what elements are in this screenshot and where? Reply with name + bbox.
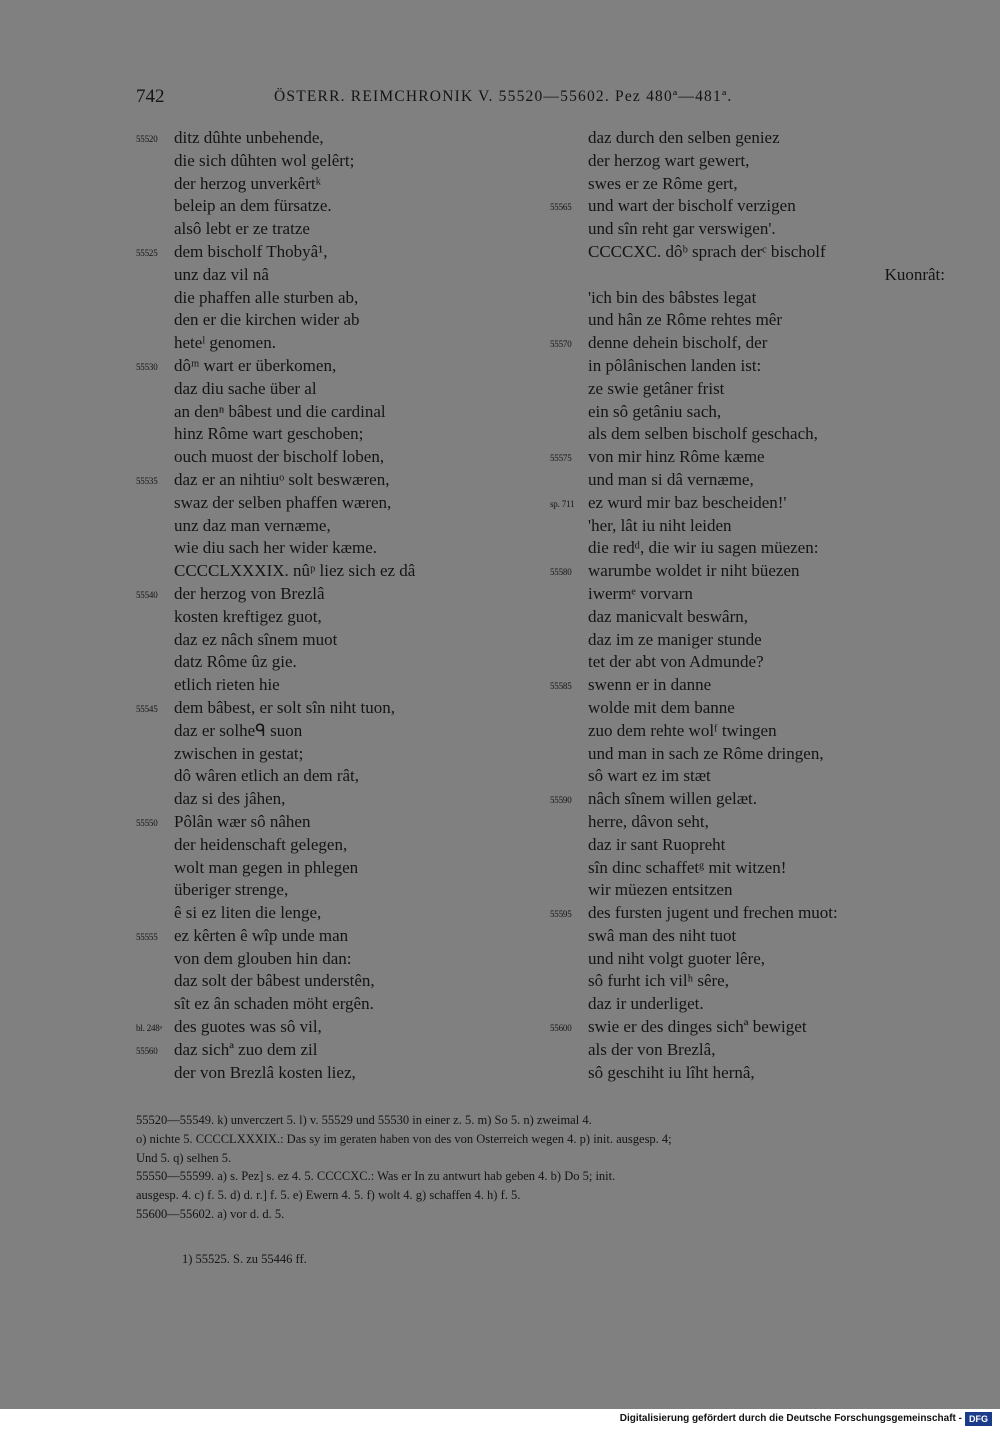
verse-number: 55565 bbox=[550, 202, 572, 213]
verse-text: daz sichª zuo dem zil bbox=[174, 1039, 318, 1059]
verse-line bbox=[136, 537, 506, 560]
verse-number: 55540 bbox=[136, 589, 158, 600]
verse-text: und hân ze Rôme rehtes mêr bbox=[588, 310, 783, 330]
verse-text: swâ man des niht tuot bbox=[588, 925, 737, 945]
verse-line bbox=[550, 583, 945, 606]
verse-line bbox=[136, 241, 506, 264]
verse-number: 55570 bbox=[550, 339, 572, 350]
verse-line bbox=[550, 469, 945, 492]
verse-text: sô wart ez im stæt bbox=[588, 766, 711, 786]
verse-line bbox=[136, 902, 506, 925]
verse-line bbox=[136, 264, 506, 287]
verse-text: zwischen in gestat; bbox=[174, 743, 304, 763]
verse-line bbox=[550, 537, 945, 560]
verse-text: wir müezen entsitzen bbox=[588, 880, 733, 900]
verse-text: Pôlân wær sô nâhen bbox=[174, 811, 311, 831]
verse-line bbox=[550, 651, 945, 674]
verse-text: kosten kreftigez guot, bbox=[174, 606, 322, 626]
verse-line bbox=[550, 902, 945, 925]
verse-line bbox=[136, 720, 506, 743]
verse-line bbox=[136, 127, 506, 150]
verse-text: iwermᵉ vorvarn bbox=[588, 583, 693, 603]
verse-text: daz diu sache über al bbox=[174, 378, 317, 398]
verse-text: ze swie getâner frist bbox=[588, 378, 725, 398]
verse-line bbox=[136, 834, 506, 857]
verse-line bbox=[550, 834, 945, 857]
verse-line bbox=[550, 560, 945, 583]
verse-line bbox=[136, 355, 506, 378]
verse-text: ouch muost der bischolf loben, bbox=[174, 447, 385, 467]
verse-line bbox=[550, 811, 945, 834]
verse-line bbox=[136, 469, 506, 492]
verse-text: und man si dâ vernæme, bbox=[588, 469, 754, 489]
verse-text: daz im ze maniger stunde bbox=[588, 629, 762, 649]
verse-line bbox=[136, 948, 506, 971]
verse-text: die phaffen alle sturben ab, bbox=[174, 287, 359, 307]
verse-text: 'her, lât iu niht leiden bbox=[588, 515, 732, 535]
verse-text: der heidenschaft gelegen, bbox=[174, 834, 348, 854]
verse-line bbox=[550, 1062, 945, 1085]
critical-apparatus bbox=[136, 1111, 936, 1224]
verse-text: wie diu sach her wider kæme. bbox=[174, 538, 377, 558]
verse-text: daz durch den selben geniez bbox=[588, 128, 780, 147]
verse-text: warumbe woldet ir niht büezen bbox=[588, 561, 800, 581]
verse-text: wolde mit dem banne bbox=[588, 697, 735, 717]
verse-line bbox=[550, 606, 945, 629]
verse-text: des fursten jugent und frechen muot: bbox=[588, 903, 838, 923]
verse-text: tet der abt von Admunde? bbox=[588, 652, 764, 672]
verse-line bbox=[550, 629, 945, 652]
verse-text: dô wâren etlich an dem rât, bbox=[174, 766, 360, 786]
verse-line bbox=[550, 970, 945, 993]
apparatus-line: o) nichte 5. CCCCLXXXIX.: Das sy im geraten haben von des von Osterreich wegen 4. p) init. ausgesp. 4; bbox=[136, 1131, 672, 1146]
apparatus-line: Und 5. q) selhen 5. bbox=[136, 1150, 232, 1165]
verse-line bbox=[550, 948, 945, 971]
verse-text: dôᵐ wart er überkomen, bbox=[174, 355, 337, 375]
verse-line bbox=[550, 857, 945, 880]
verse-number: 55550 bbox=[136, 817, 158, 828]
verse-text: daz solt der bâbest understên, bbox=[174, 971, 375, 991]
verse-text: der von Brezlâ kosten liez, bbox=[174, 1062, 356, 1082]
verse-line bbox=[550, 515, 945, 538]
verse-line bbox=[550, 378, 945, 401]
verse-line bbox=[550, 401, 945, 424]
verse-text: überiger strenge, bbox=[174, 880, 289, 900]
verse-line bbox=[136, 150, 506, 173]
verse-text: als dem selben bischolf geschach, bbox=[588, 424, 818, 444]
footer-bar bbox=[0, 1409, 1000, 1430]
verse-text: Kuonrât: bbox=[884, 264, 945, 284]
verse-text: daz ez nâch sînem muot bbox=[174, 629, 338, 649]
verse-line bbox=[550, 788, 945, 811]
verse-text: ez wurd mir baz bescheiden!' bbox=[588, 492, 787, 512]
verse-text: sô furht ich vilʰ sêre, bbox=[588, 971, 729, 991]
verse-line bbox=[550, 332, 945, 355]
verse-number: 55525 bbox=[136, 247, 158, 258]
verse-text: der herzog von Brezlâ bbox=[174, 583, 325, 603]
verse-text: nâch sînem willen gelæt. bbox=[588, 789, 758, 809]
verse-line bbox=[136, 446, 506, 469]
verse-text: ditz dûhte unbehende, bbox=[174, 128, 324, 147]
verse-text: daz si des jâhen, bbox=[174, 789, 286, 809]
verse-text: der herzog wart gewert, bbox=[588, 150, 750, 170]
verse-line bbox=[136, 879, 506, 902]
verse-line bbox=[550, 195, 945, 218]
verse-line bbox=[136, 401, 506, 424]
verse-line bbox=[136, 1039, 506, 1062]
verse-text: in pôlânischen landen ist: bbox=[588, 355, 762, 375]
verse-text: und man in sach ze Rôme dringen, bbox=[588, 743, 824, 763]
verse-line bbox=[136, 788, 506, 811]
verse-number: 55520 bbox=[136, 134, 158, 144]
verse-text: daz er solheᑫ suon bbox=[174, 720, 303, 740]
verse-line bbox=[136, 583, 506, 606]
verse-text: und wart der bischolf verzigen bbox=[588, 196, 796, 216]
verse-number: 55580 bbox=[550, 567, 572, 578]
verse-number: bl. 248ᵃ bbox=[136, 1023, 162, 1034]
verse-line bbox=[550, 492, 945, 515]
verse-text: zuo dem rehte wolᶠ twingen bbox=[588, 720, 777, 740]
verse-text: denne dehein bischolf, der bbox=[588, 333, 768, 353]
right-verse-column bbox=[550, 127, 945, 1084]
verse-line bbox=[136, 515, 506, 538]
verse-text: herre, dâvon seht, bbox=[588, 811, 709, 831]
verse-line bbox=[550, 423, 945, 446]
verse-line bbox=[550, 1039, 945, 1062]
verse-text: heteˡ genomen. bbox=[174, 333, 276, 353]
verse-line bbox=[550, 720, 945, 743]
verse-text: unz daz man vernæme, bbox=[174, 515, 331, 535]
verse-line bbox=[136, 993, 506, 1016]
running-title: ÖSTERR. REIMCHRONIK V. 55520—55602. Pez 480ª—481ª. bbox=[274, 88, 733, 105]
verse-line bbox=[136, 606, 506, 629]
verse-line bbox=[550, 925, 945, 948]
verse-text: ein sô getâniu sach, bbox=[588, 401, 722, 421]
verse-line bbox=[550, 993, 945, 1016]
verse-text: und sîn reht gar verswigen'. bbox=[588, 219, 776, 239]
verse-number: 55555 bbox=[136, 931, 158, 942]
verse-line bbox=[136, 697, 506, 720]
verse-text: beleip an dem fürsatze. bbox=[174, 196, 332, 216]
verse-line bbox=[550, 287, 945, 310]
verse-line bbox=[136, 287, 506, 310]
verse-text: hinz Rôme wart geschoben; bbox=[174, 424, 364, 444]
verse-text: die sich dûhten wol gelêrt; bbox=[174, 150, 355, 170]
verse-text: unz daz vil nâ bbox=[174, 264, 269, 284]
verse-line bbox=[136, 651, 506, 674]
verse-number: 55600 bbox=[550, 1023, 572, 1034]
verse-text: alsô lebt er ze tratze bbox=[174, 219, 310, 239]
verse-line bbox=[136, 1016, 506, 1039]
verse-text: sît ez ân schaden möht ergên. bbox=[174, 994, 374, 1014]
footer-credit: Digitalisierung gefördert durch die Deutsche Forschungsgemeinschaft - bbox=[619, 1413, 962, 1424]
left-verse-column bbox=[136, 127, 506, 1084]
verse-line bbox=[550, 241, 945, 264]
verse-text: und niht volgt guoter lêre, bbox=[588, 948, 766, 968]
verse-text: swes er ze Rôme gert, bbox=[588, 173, 738, 193]
dfg-logo-icon: DFG bbox=[965, 1412, 992, 1426]
verse-text: des guotes was sô vil, bbox=[174, 1017, 322, 1037]
verse-line bbox=[136, 332, 506, 355]
verse-text: daz manicvalt beswârn, bbox=[588, 606, 749, 626]
verse-text: ê si ez liten die lenge, bbox=[174, 903, 322, 923]
verse-line bbox=[550, 765, 945, 788]
verse-line bbox=[550, 1016, 945, 1039]
verse-text: swenn er in danne bbox=[588, 675, 712, 695]
verse-text: wolt man gegen in phlegen bbox=[174, 857, 359, 877]
verse-text: an denⁿ bâbest und die cardinal bbox=[174, 401, 386, 421]
verse-line bbox=[550, 264, 945, 287]
verse-line bbox=[550, 697, 945, 720]
verse-line bbox=[136, 765, 506, 788]
verse-line bbox=[136, 811, 506, 834]
verse-line bbox=[136, 1062, 506, 1085]
verse-line bbox=[550, 309, 945, 332]
verse-line bbox=[550, 743, 945, 766]
verse-line bbox=[550, 446, 945, 469]
verse-text: 'ich bin des bâbstes legat bbox=[588, 287, 757, 307]
verse-text: datz Rôme ûz gie. bbox=[174, 652, 297, 672]
verse-line bbox=[136, 857, 506, 880]
page-header bbox=[0, 86, 1000, 110]
verse-line bbox=[136, 195, 506, 218]
page-number: 742 bbox=[136, 86, 165, 107]
verse-line bbox=[550, 127, 945, 150]
verse-number: 55560 bbox=[136, 1045, 158, 1056]
verse-line bbox=[136, 173, 506, 196]
verse-text: swaz der selben phaffen wæren, bbox=[174, 492, 392, 512]
verse-line bbox=[136, 629, 506, 652]
verse-line bbox=[136, 925, 506, 948]
verse-line bbox=[550, 879, 945, 902]
verse-number: 55590 bbox=[550, 795, 572, 806]
verse-text: daz ir sant Ruopreht bbox=[588, 834, 726, 854]
verse-line bbox=[550, 674, 945, 697]
verse-number: 55595 bbox=[550, 909, 572, 920]
verse-text: daz er an nihtiuᵒ solt beswæren, bbox=[174, 469, 390, 489]
verse-text: den er die kirchen wider ab bbox=[174, 310, 360, 330]
verse-line bbox=[136, 423, 506, 446]
verse-line bbox=[550, 150, 945, 173]
verse-line bbox=[550, 218, 945, 241]
verse-line bbox=[136, 743, 506, 766]
verse-line bbox=[136, 674, 506, 697]
apparatus-line: 55520—55549. k) unverczert 5. l) v. 55529 und 55530 in einer z. 5. m) So 5. n) zweimal 4. bbox=[136, 1113, 592, 1127]
verse-line bbox=[136, 492, 506, 515]
verse-text: dem bâbest, er solt sîn niht tuon, bbox=[174, 697, 395, 717]
verse-line bbox=[550, 355, 945, 378]
verse-number: 55575 bbox=[550, 453, 572, 464]
verse-text: von mir hinz Rôme kæme bbox=[588, 447, 765, 467]
apparatus-line: 55600—55602. a) vor d. d. 5. bbox=[136, 1206, 285, 1221]
verse-text: als der von Brezlâ, bbox=[588, 1039, 716, 1059]
apparatus-line: 55550—55599. a) s. Pez] s. ez 4. 5. CCCCXC.: Was er In zu antwurt hab geben 4. b) Do 5; init. bbox=[136, 1169, 616, 1184]
verse-number: sp. 711 bbox=[550, 498, 575, 509]
verse-text: sîn dinc schaffetᵍ mit witzen! bbox=[588, 857, 787, 877]
verse-text: dem bischolf Thobyâ¹, bbox=[174, 241, 328, 261]
footnote: 1) 55525. S. zu 55446 ff. bbox=[182, 1252, 307, 1266]
verse-number: 55545 bbox=[136, 703, 158, 714]
verse-line bbox=[136, 378, 506, 401]
verse-number: 55530 bbox=[136, 361, 158, 372]
verse-number: 55535 bbox=[136, 475, 158, 486]
verse-text: der herzog unverkêrtᵏ bbox=[174, 173, 321, 193]
verse-line bbox=[136, 309, 506, 332]
verse-text: ez kêrten ê wîp unde man bbox=[174, 925, 349, 945]
verse-number: 55585 bbox=[550, 681, 572, 692]
verse-line bbox=[550, 173, 945, 196]
verse-text: die redᵈ, die wir iu sagen müezen: bbox=[588, 538, 819, 558]
verse-line bbox=[136, 218, 506, 241]
verse-line bbox=[136, 970, 506, 993]
verse-text: etlich rieten hie bbox=[174, 675, 280, 695]
verse-text: sô geschiht iu lîht hernâ, bbox=[588, 1062, 755, 1082]
verse-text: CCCCXC. dôᵇ sprach derᶜ bischolf bbox=[588, 241, 826, 261]
verse-text: daz ir underliget. bbox=[588, 994, 704, 1014]
verse-line bbox=[136, 560, 506, 583]
verse-text: CCCCLXXXIX. nûᵖ liez sich ez dâ bbox=[174, 561, 416, 581]
verse-text: swie er des dinges sichª bewiget bbox=[588, 1017, 807, 1037]
verse-text: von dem glouben hin dan: bbox=[174, 948, 352, 968]
apparatus-line: ausgesp. 4. c) f. 5. d) d. r.] f. 5. e) Ewern 4. 5. f) wolt 4. g) schaffen 4. h) f. 5. bbox=[136, 1188, 521, 1203]
